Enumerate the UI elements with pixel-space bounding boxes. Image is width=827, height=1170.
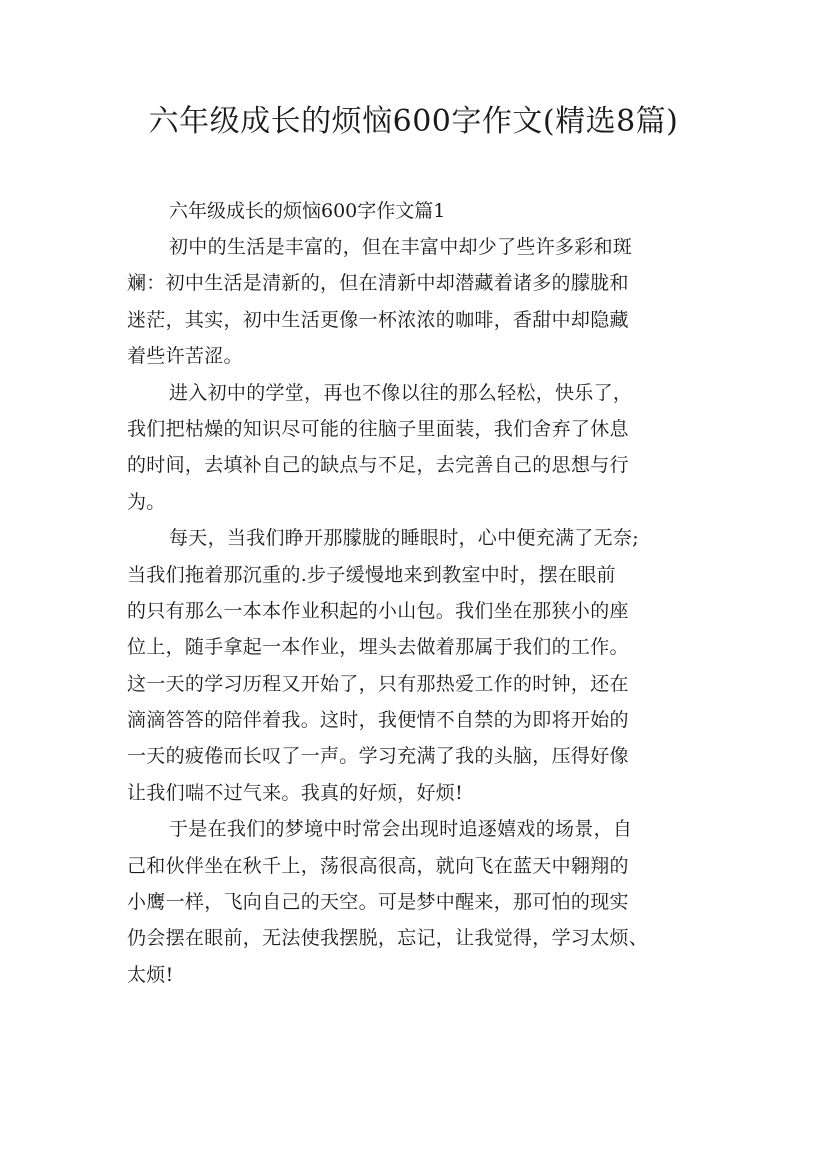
- paragraph-line: 初中的生活是丰富的，但在丰富中却少了些许多彩和斑: [169, 236, 633, 258]
- paragraph-line: 进入初中的学堂，再也不像以往的那么轻松，快乐了，: [169, 381, 633, 404]
- paragraph-line: 于是在我们的梦境中时常会出现时追逐嬉戏的场景，自: [169, 818, 633, 841]
- paragraph-line: 当我们拖着那沉重的.步子缓慢地来到教室中时，摆在眼前: [127, 563, 616, 586]
- paragraph-line: 让我们喘不过气来。我真的好烦，好烦!: [127, 781, 464, 804]
- paragraph-line: 的只有那么一本本作业积起的小山包。我们坐在那狭小的座: [127, 599, 629, 622]
- paragraph-line: 斓：初中生活是清新的，但在清新中却潜藏着诸多的朦胧和: [127, 272, 629, 295]
- paragraph-line: 小鹰一样，飞向自己的天空。可是梦中醒来，那可怕的现实: [127, 891, 629, 914]
- document-title: 六年级成长的烦恼600字作文(精选8篇): [148, 104, 679, 139]
- paragraph-3: [127, 520, 713, 811]
- paragraph-line: 为。: [127, 490, 166, 513]
- paragraph-line: 太烦!: [127, 963, 174, 986]
- paragraph-line: 己和伙伴坐在秋千上，荡很高很高，就向飞在蓝天中翱翔的: [127, 854, 629, 877]
- section-heading: 六年级成长的烦恼600字作文篇1: [169, 200, 446, 222]
- paragraph-1: [127, 229, 713, 375]
- paragraph-line: 迷茫，其实，初中生活更像一杯浓浓的咖啡，香甜中却隐藏: [127, 308, 629, 331]
- paragraph-line: 一天的疲倦而长叹了一声。学习充满了我的头脑，压得好像: [127, 745, 629, 768]
- paragraph-line: 滴滴答答的陪伴着我。这时，我便情不自禁的为即将开始的: [127, 709, 629, 732]
- document-body: [127, 193, 713, 993]
- paragraph-line: 着些许苦涩。: [127, 345, 243, 368]
- paragraph-line: 的时间，去填补自己的缺点与不足，去完善自己的思想与行: [127, 454, 629, 477]
- paragraph-line: 每天，当我们睁开那朦胧的睡眼时，心中便充满了无奈;: [169, 527, 639, 550]
- paragraph-2: [127, 375, 713, 521]
- paragraph-line: 这一天的学习历程又开始了，只有那热爱工作的时钟，还在: [127, 672, 629, 695]
- paragraph-line: 我们把枯燥的知识尽可能的往脑子里面装，我们舍弃了休息: [127, 417, 629, 440]
- paragraph-line: 仍会摆在眼前，无法使我摆脱，忘记，让我觉得，学习太烦、: [127, 927, 649, 950]
- paragraph-line: 位上，随手拿起一本作业，埋头去做着那属于我们的工作。: [127, 636, 629, 659]
- paragraph-4: [127, 811, 713, 993]
